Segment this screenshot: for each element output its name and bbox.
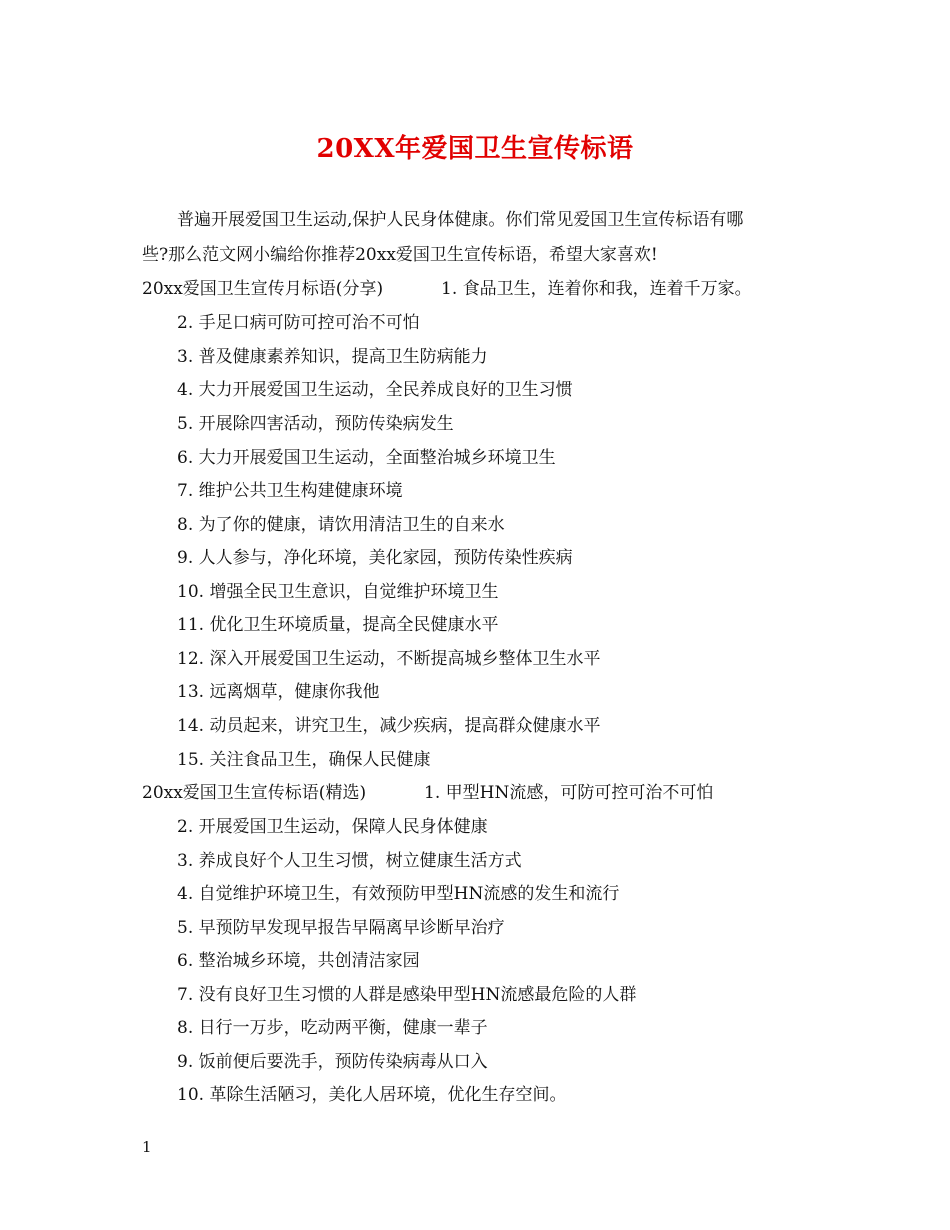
list-item: 10. 增强全民卫生意识，自觉维护环境卫生 bbox=[177, 582, 499, 602]
intro-line-2: 些?那么范文网小编给你推荐20xx爱国卫生宣传标语，希望大家喜欢! bbox=[142, 245, 658, 265]
list-item: 3. 养成良好个人卫生习惯，树立健康生活方式 bbox=[177, 851, 522, 871]
list-item: 9. 人人参与，净化环境，美化家园，预防传染性疾病 bbox=[177, 548, 573, 568]
list-item: 14. 动员起来，讲究卫生，减少疾病，提高群众健康水平 bbox=[177, 716, 601, 736]
list-item: 5. 开展除四害活动，预防传染病发生 bbox=[177, 414, 454, 434]
list-item: 8. 为了你的健康，请饮用清洁卫生的自来水 bbox=[177, 515, 505, 535]
list-item: 8. 日行一万步，吃动两平衡，健康一辈子 bbox=[177, 1018, 488, 1038]
section1-item-1: 1. 食品卫生，连着你和我，连着千万家。 bbox=[441, 279, 752, 299]
list-item: 15. 关注食品卫生，确保人民健康 bbox=[177, 750, 431, 770]
section2-heading: 20xx爱国卫生宣传标语(精选) bbox=[142, 783, 367, 803]
section1-heading: 20xx爱国卫生宣传月标语(分享) bbox=[142, 279, 384, 299]
list-item: 4. 自觉维护环境卫生，有效预防甲型HN流感的发生和流行 bbox=[177, 884, 620, 904]
list-item: 4. 大力开展爱国卫生运动，全民养成良好的卫生习惯 bbox=[177, 380, 573, 400]
list-item: 6. 大力开展爱国卫生运动，全面整治城乡环境卫生 bbox=[177, 448, 556, 468]
list-item: 7. 没有良好卫生习惯的人群是感染甲型HN流感最危险的人群 bbox=[177, 985, 637, 1005]
list-item: 2. 开展爱国卫生运动，保障人民身体健康 bbox=[177, 817, 488, 837]
list-item: 10. 革除生活陋习，美化人居环境，优化生存空间。 bbox=[177, 1085, 567, 1105]
list-item: 6. 整治城乡环境，共创清洁家园 bbox=[177, 951, 420, 971]
list-item: 13. 远离烟草，健康你我他 bbox=[177, 682, 380, 702]
list-item: 5. 早预防早发现早报告早隔离早诊断早治疗 bbox=[177, 918, 505, 938]
section2-item-1: 1. 甲型HN流感，可防可控可治不可怕 bbox=[424, 783, 714, 803]
page-title: 20XX年爱国卫生宣传标语 bbox=[316, 134, 634, 164]
list-item: 2. 手足口病可防可控可治不可怕 bbox=[177, 313, 420, 333]
list-item: 9. 饭前便后要洗手，预防传染病毒从口入 bbox=[177, 1052, 488, 1072]
list-item: 11. 优化卫生环境质量，提高全民健康水平 bbox=[177, 615, 499, 635]
list-item: 7. 维护公共卫生构建健康环境 bbox=[177, 481, 403, 501]
list-item: 12. 深入开展爱国卫生运动，不断提高城乡整体卫生水平 bbox=[177, 649, 601, 669]
page-number: 1 bbox=[142, 1138, 152, 1156]
list-item: 3. 普及健康素养知识，提高卫生防病能力 bbox=[177, 347, 488, 367]
intro-line-1: 普遍开展爱国卫生运动,保护人民身体健康。你们常见爱国卫生宣传标语有哪 bbox=[177, 210, 744, 230]
